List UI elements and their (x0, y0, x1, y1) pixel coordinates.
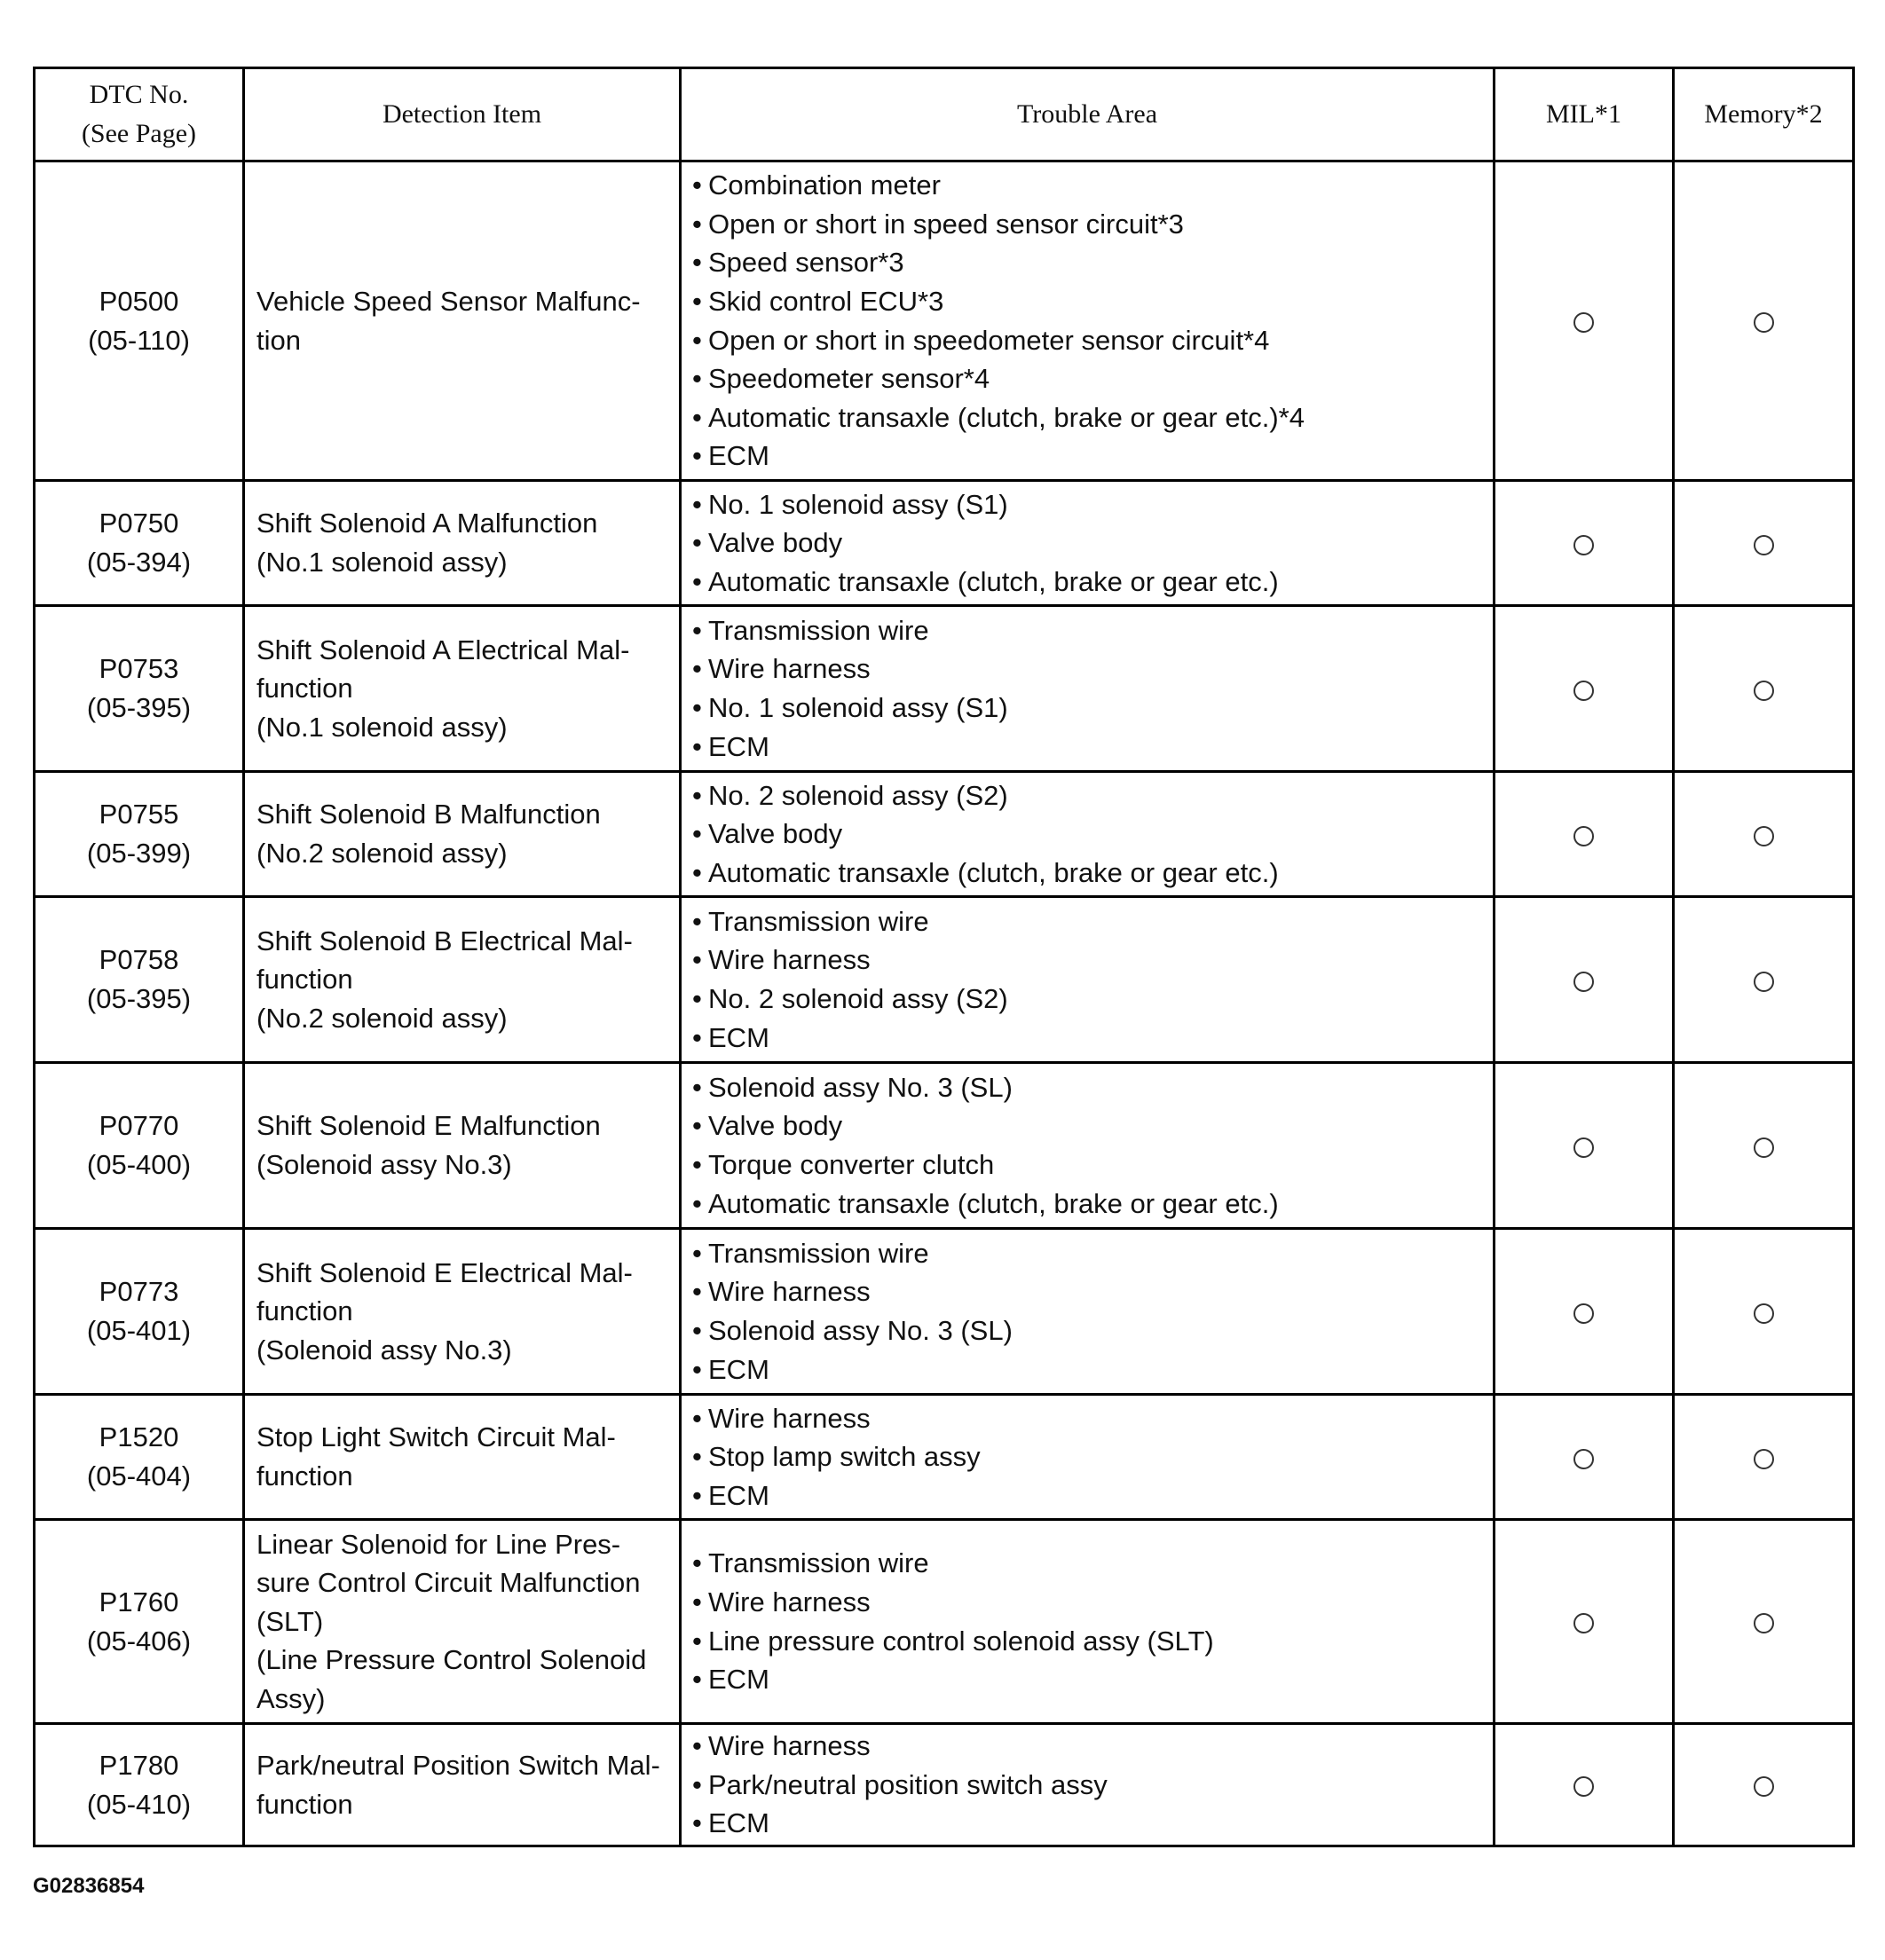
bullet-icon: • (692, 363, 702, 395)
memory-cell (1674, 1724, 1854, 1846)
bullet-icon: • (692, 614, 702, 646)
trouble-area-text: Wire harness (708, 653, 871, 685)
mil-cell (1495, 1724, 1674, 1846)
table-body (35, 161, 1854, 1846)
table-row (35, 772, 1854, 897)
table-row (35, 606, 1854, 772)
table-row (35, 1724, 1854, 1846)
dtc-code: P0770 (99, 1110, 179, 1142)
trouble-area-item (692, 1476, 1493, 1515)
trouble-area-text: Line pressure control solenoid assy (SLT) (708, 1625, 1214, 1657)
memory-cell (1674, 481, 1854, 606)
trouble-area-text: No. 1 solenoid assy (S1) (708, 692, 1008, 723)
detection-item-line: Vehicle Speed Sensor Malfunc- (256, 285, 641, 317)
dtc-page-ref: (05-400) (86, 1149, 192, 1180)
detection-item-line: function (256, 1460, 353, 1492)
header-dtc-line2: (See Page) (81, 119, 197, 148)
bullet-icon: • (692, 1149, 702, 1180)
detection-item-line: sure Control Circuit Malfunction (256, 1567, 641, 1599)
table-row (35, 1063, 1854, 1229)
bullet-icon: • (692, 565, 702, 597)
bullet-icon: • (692, 1402, 702, 1434)
memory-circle-icon (1754, 1449, 1774, 1469)
table-row (35, 161, 1854, 481)
trouble-area-text: Automatic transaxle (clutch, brake or gear etc.) (708, 565, 1279, 597)
detection-item-cell (244, 772, 681, 897)
memory-circle-icon (1754, 535, 1774, 555)
dtc-code-cell (35, 772, 244, 897)
dtc-page-ref: (05-404) (86, 1460, 192, 1492)
mil-circle-icon (1573, 1137, 1594, 1158)
bullet-icon: • (692, 818, 702, 850)
trouble-area-text: Transmission wire (708, 905, 929, 937)
trouble-area-item (692, 485, 1493, 524)
trouble-area-item (692, 1145, 1493, 1185)
trouble-area-item (692, 649, 1493, 689)
table-row (35, 481, 1854, 606)
mil-cell (1495, 481, 1674, 606)
trouble-area-item (692, 1272, 1493, 1311)
bullet-icon: • (692, 285, 702, 317)
trouble-area-item (692, 398, 1493, 437)
detection-item-cell (244, 1520, 681, 1724)
memory-circle-icon (1754, 1776, 1774, 1797)
bullet-icon: • (692, 1110, 702, 1142)
trouble-area-text: Park/neutral position switch assy (708, 1768, 1108, 1800)
trouble-area-item (692, 282, 1493, 321)
mil-cell (1495, 161, 1674, 481)
dtc-code-cell (35, 897, 244, 1063)
bullet-icon: • (692, 1625, 702, 1657)
trouble-area-item (692, 1311, 1493, 1350)
bullet-icon: • (692, 1315, 702, 1346)
memory-circle-icon (1754, 1613, 1774, 1633)
memory-cell (1674, 1520, 1854, 1724)
memory-cell (1674, 1395, 1854, 1520)
detection-item-line: Stop Light Switch Circuit Mal- (256, 1421, 616, 1453)
trouble-area-cell (681, 897, 1495, 1063)
bullet-icon: • (692, 1586, 702, 1618)
detection-item-line: Shift Solenoid E Malfunction (256, 1110, 601, 1142)
trouble-area-item (692, 1437, 1493, 1476)
table-row (35, 1229, 1854, 1395)
mil-circle-icon (1573, 972, 1594, 992)
mil-cell (1495, 1063, 1674, 1229)
trouble-area-cell (681, 161, 1495, 481)
dtc-code-cell (35, 481, 244, 606)
detection-item-line: (No.2 solenoid assy) (256, 838, 508, 869)
header-memory: Memory*2 (1674, 68, 1854, 161)
trouble-area-item (692, 1019, 1493, 1058)
trouble-area-text: Valve body (708, 1110, 843, 1142)
trouble-area-item (692, 523, 1493, 563)
figure-id: G02836854 (33, 1874, 145, 1898)
detection-item-line: Shift Solenoid A Malfunction (256, 508, 598, 539)
detection-item-line: tion (256, 324, 301, 356)
detection-item-line: Shift Solenoid B Electrical Mal- (256, 925, 633, 956)
dtc-page-ref: (05-395) (86, 983, 192, 1014)
bullet-icon: • (692, 440, 702, 472)
trouble-area-item (692, 1804, 1493, 1843)
memory-circle-icon (1754, 1303, 1774, 1324)
trouble-area-cell (681, 1063, 1495, 1229)
dtc-code-cell (35, 1229, 244, 1395)
detection-item-cell (244, 1395, 681, 1520)
trouble-area-text: ECM (708, 440, 769, 472)
detection-item-cell (244, 1724, 681, 1846)
trouble-area-cell (681, 606, 1495, 772)
trouble-area-text: Combination meter (708, 169, 941, 201)
dtc-page-ref: (05-401) (86, 1315, 192, 1346)
trouble-area-item (692, 1544, 1493, 1583)
trouble-area-text: Valve body (708, 818, 843, 850)
bullet-icon: • (692, 983, 702, 1014)
bullet-icon: • (692, 1441, 702, 1473)
detection-item-line: Park/neutral Position Switch Mal- (256, 1749, 660, 1781)
trouble-area-text: Wire harness (708, 1276, 871, 1308)
table-row (35, 1520, 1854, 1724)
dtc-code-cell (35, 161, 244, 481)
bullet-icon: • (692, 324, 702, 356)
trouble-area-text: Skid control ECU*3 (708, 285, 944, 317)
dtc-code-cell (35, 1724, 244, 1846)
bullet-icon: • (692, 692, 702, 723)
detection-item-line: function (256, 964, 353, 996)
dtc-code: P0750 (99, 508, 179, 539)
trouble-area-item (692, 1583, 1493, 1622)
dtc-page-ref: (05-406) (86, 1625, 192, 1657)
bullet-icon: • (692, 527, 702, 559)
dtc-page-ref: (05-394) (86, 547, 192, 578)
trouble-area-item (692, 437, 1493, 476)
trouble-area-item (692, 1766, 1493, 1805)
detection-item-line: (Solenoid assy No.3) (256, 1149, 512, 1180)
trouble-area-cell (681, 1724, 1495, 1846)
trouble-area-text: ECM (708, 1479, 769, 1511)
trouble-area-item (692, 321, 1493, 360)
dtc-page-ref: (05-399) (86, 838, 192, 869)
table-row (35, 897, 1854, 1063)
mil-cell (1495, 897, 1674, 1063)
detection-item-line: Shift Solenoid A Electrical Mal- (256, 634, 630, 665)
trouble-area-item (692, 611, 1493, 650)
trouble-area-item (692, 205, 1493, 244)
dtc-page-ref: (05-395) (86, 692, 192, 723)
trouble-area-text: Wire harness (708, 1402, 871, 1434)
detection-item-line: function (256, 1788, 353, 1820)
mil-circle-icon (1573, 535, 1594, 555)
trouble-area-text: Speed sensor*3 (708, 247, 904, 279)
dtc-code: P0758 (99, 944, 179, 976)
bullet-icon: • (692, 208, 702, 240)
mil-cell (1495, 1395, 1674, 1520)
trouble-area-text: Open or short in speed sensor circuit*3 (708, 208, 1184, 240)
trouble-area-text: Speedometer sensor*4 (708, 363, 990, 395)
dtc-code: P0773 (99, 1276, 179, 1308)
memory-cell (1674, 897, 1854, 1063)
bullet-icon: • (692, 1071, 702, 1103)
mil-circle-icon (1573, 826, 1594, 846)
bullet-icon: • (692, 401, 702, 433)
trouble-area-item (692, 1106, 1493, 1145)
detection-item-cell (244, 481, 681, 606)
memory-circle-icon (1754, 1137, 1774, 1158)
header-detection-item: Detection Item (244, 68, 681, 161)
trouble-area-cell (681, 1229, 1495, 1395)
trouble-area-text: Wire harness (708, 1586, 871, 1618)
memory-circle-icon (1754, 826, 1774, 846)
trouble-area-item (692, 728, 1493, 767)
trouble-area-item (692, 902, 1493, 941)
detection-item-line: function (256, 673, 353, 704)
bullet-icon: • (692, 856, 702, 888)
trouble-area-item (692, 1350, 1493, 1389)
trouble-area-item (692, 1660, 1493, 1699)
trouble-area-item (692, 1622, 1493, 1661)
bullet-icon: • (692, 730, 702, 762)
memory-circle-icon (1754, 312, 1774, 333)
dtc-code-cell (35, 1395, 244, 1520)
trouble-area-item (692, 243, 1493, 282)
trouble-area-item (692, 689, 1493, 728)
detection-item-line: (No.1 solenoid assy) (256, 547, 508, 578)
detection-item-line: Shift Solenoid B Malfunction (256, 799, 601, 830)
trouble-area-cell (681, 1520, 1495, 1724)
trouble-area-text: ECM (708, 1807, 769, 1839)
trouble-area-text: No. 2 solenoid assy (S2) (708, 779, 1008, 811)
detection-item-line: (Line Pressure Control Solenoid (256, 1644, 647, 1676)
dtc-code: P0755 (99, 799, 179, 830)
trouble-area-text: ECM (708, 1021, 769, 1053)
trouble-area-text: ECM (708, 730, 769, 762)
detection-item-line: Linear Solenoid for Line Pres- (256, 1528, 621, 1560)
bullet-icon: • (692, 944, 702, 976)
mil-cell (1495, 772, 1674, 897)
bullet-icon: • (692, 1479, 702, 1511)
mil-cell (1495, 1229, 1674, 1395)
dtc-page-ref: (05-110) (88, 324, 190, 356)
bullet-icon: • (692, 1276, 702, 1308)
mil-circle-icon (1573, 1776, 1594, 1797)
header-trouble-area: Trouble Area (681, 68, 1495, 161)
dtc-code-cell (35, 1520, 244, 1724)
trouble-area-text: Automatic transaxle (clutch, brake or gear etc.)*4 (708, 401, 1305, 433)
bullet-icon: • (692, 169, 702, 201)
trouble-area-text: Solenoid assy No. 3 (SL) (708, 1315, 1013, 1346)
trouble-area-cell (681, 1395, 1495, 1520)
table-row (35, 1395, 1854, 1520)
detection-item-cell (244, 606, 681, 772)
table-header-row (35, 68, 1854, 161)
detection-item-line: function (256, 1295, 353, 1327)
memory-cell (1674, 606, 1854, 772)
dtc-code-cell (35, 1063, 244, 1229)
trouble-area-text: Transmission wire (708, 1547, 929, 1579)
trouble-area-item (692, 359, 1493, 398)
trouble-area-item (692, 776, 1493, 815)
dtc-code: P0753 (99, 653, 179, 685)
bullet-icon: • (692, 488, 702, 520)
trouble-area-item (692, 166, 1493, 205)
mil-circle-icon (1573, 1449, 1594, 1469)
mil-circle-icon (1573, 681, 1594, 701)
trouble-area-text: No. 2 solenoid assy (S2) (708, 983, 1008, 1014)
bullet-icon: • (692, 1237, 702, 1269)
memory-cell (1674, 161, 1854, 481)
bullet-icon: • (692, 905, 702, 937)
trouble-area-text: Solenoid assy No. 3 (SL) (708, 1071, 1013, 1103)
memory-cell (1674, 1229, 1854, 1395)
detection-item-line: (Solenoid assy No.3) (256, 1334, 512, 1366)
dtc-code-cell (35, 606, 244, 772)
trouble-area-item (692, 815, 1493, 854)
memory-circle-icon (1754, 681, 1774, 701)
dtc-code: P1520 (99, 1421, 179, 1453)
trouble-area-text: Automatic transaxle (clutch, brake or gear etc.) (708, 1187, 1279, 1219)
trouble-area-item (692, 1727, 1493, 1766)
bullet-icon: • (692, 1768, 702, 1800)
mil-circle-icon (1573, 1303, 1594, 1324)
detection-item-line: (SLT) (256, 1605, 324, 1637)
trouble-area-text: Open or short in speedometer sensor circuit*4 (708, 324, 1270, 356)
trouble-area-cell (681, 481, 1495, 606)
dtc-code: P1760 (99, 1586, 179, 1618)
detection-item-cell (244, 1229, 681, 1395)
bullet-icon: • (692, 1021, 702, 1053)
trouble-area-text: Automatic transaxle (clutch, brake or gear etc.) (708, 856, 1279, 888)
bullet-icon: • (692, 1807, 702, 1839)
trouble-area-item (692, 980, 1493, 1019)
trouble-area-item (692, 563, 1493, 602)
mil-cell (1495, 606, 1674, 772)
memory-cell (1674, 772, 1854, 897)
header-dtc-no (35, 68, 244, 161)
trouble-area-text: Torque converter clutch (708, 1149, 995, 1180)
trouble-area-item (692, 941, 1493, 980)
dtc-table (33, 67, 1855, 1847)
detection-item-cell (244, 1063, 681, 1229)
dtc-code: P1780 (99, 1749, 179, 1781)
dtc-code: P0500 (99, 285, 179, 317)
trouble-area-text: Transmission wire (708, 1237, 929, 1269)
trouble-area-text: Valve body (708, 527, 843, 559)
trouble-area-item (692, 1068, 1493, 1107)
trouble-area-item (692, 1185, 1493, 1224)
detection-item-line: (No.1 solenoid assy) (256, 711, 508, 743)
memory-circle-icon (1754, 972, 1774, 992)
bullet-icon: • (692, 1353, 702, 1385)
detection-item-line: Assy) (256, 1682, 326, 1714)
bullet-icon: • (692, 1664, 702, 1696)
trouble-area-text: Transmission wire (708, 614, 929, 646)
trouble-area-text: ECM (708, 1664, 769, 1696)
bullet-icon: • (692, 1730, 702, 1762)
mil-cell (1495, 1520, 1674, 1724)
memory-cell (1674, 1063, 1854, 1229)
mil-circle-icon (1573, 312, 1594, 333)
bullet-icon: • (692, 779, 702, 811)
trouble-area-text: No. 1 solenoid assy (S1) (708, 488, 1008, 520)
header-dtc-line1: DTC No. (89, 80, 189, 109)
trouble-area-text: Wire harness (708, 1730, 871, 1762)
bullet-icon: • (692, 1547, 702, 1579)
detection-item-cell (244, 161, 681, 481)
mil-circle-icon (1573, 1613, 1594, 1633)
bullet-icon: • (692, 653, 702, 685)
bullet-icon: • (692, 247, 702, 279)
trouble-area-text: ECM (708, 1353, 769, 1385)
detection-item-line: Shift Solenoid E Electrical Mal- (256, 1256, 633, 1288)
trouble-area-item (692, 1399, 1493, 1438)
bullet-icon: • (692, 1187, 702, 1219)
trouble-area-text: Stop lamp switch assy (708, 1441, 981, 1473)
trouble-area-item (692, 1234, 1493, 1273)
trouble-area-cell (681, 772, 1495, 897)
dtc-page-ref: (05-410) (86, 1788, 192, 1820)
detection-item-line: (No.2 solenoid assy) (256, 1002, 508, 1034)
detection-item-cell (244, 897, 681, 1063)
trouble-area-item (692, 854, 1493, 893)
trouble-area-text: Wire harness (708, 944, 871, 976)
header-mil: MIL*1 (1495, 68, 1674, 161)
